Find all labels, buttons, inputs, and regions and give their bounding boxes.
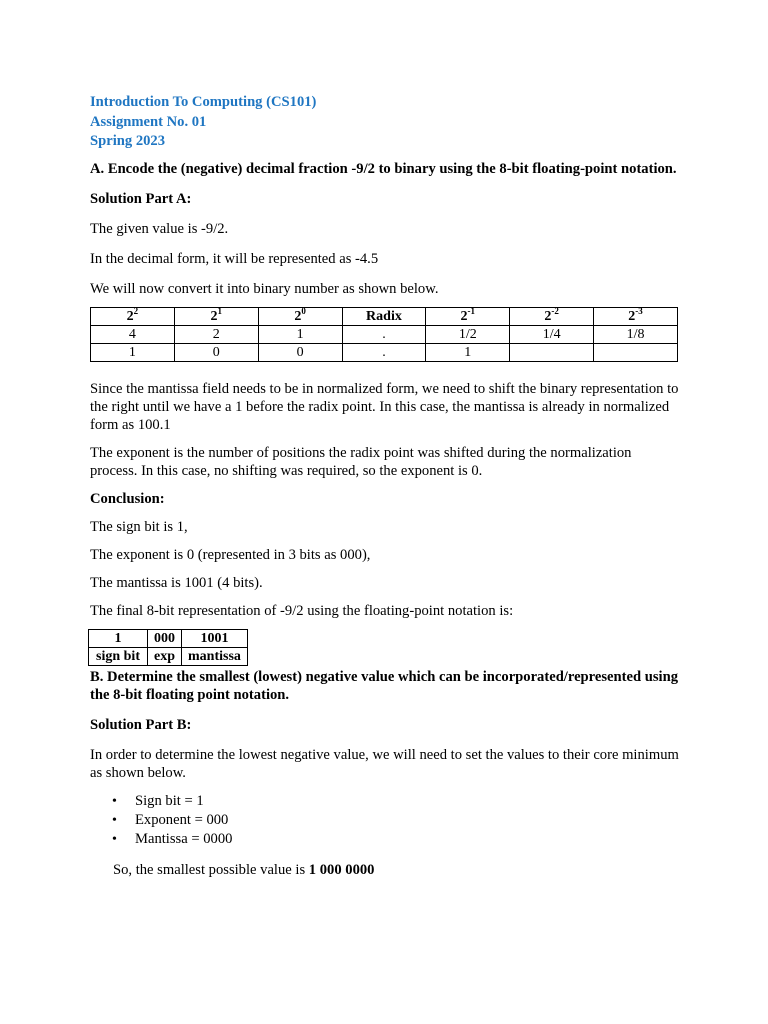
table-cell: 1/4	[510, 325, 594, 343]
table-cell: 1/8	[594, 325, 678, 343]
document-page	[90, 93, 680, 879]
header-cell-2-pow-0: $2^0$	[258, 307, 342, 325]
table-row	[91, 325, 678, 343]
table-cell: .	[342, 343, 426, 361]
conclusion-final: The final 8-bit representation of -9/2 using the floating-point notation is:	[90, 602, 514, 619]
list-item: • Sign bit = 1	[112, 792, 204, 809]
binary-position-table	[90, 307, 678, 362]
normalization-paragraph: Since the mantissa field needs to be in normalized form, we need to shift the binary representation to the right until we have a 1 before the radix point. In this case, the mantissa is already in normalized form as 100.1	[90, 380, 679, 433]
table-cell: 1	[91, 343, 175, 361]
header-cell-2-pow-neg2: $2^{-2}$	[510, 307, 594, 325]
conclusion-exponent: The exponent is 0 (represented in 3 bits as 000),	[90, 546, 371, 563]
header-cell-2-pow-1: $2^1$	[174, 307, 258, 325]
table-header-row	[91, 307, 678, 325]
course-title: Introduction To Computing (CS101)	[90, 94, 317, 110]
smallest-value-prefix: So, the smallest possible value is	[113, 861, 309, 878]
solution-a-heading: Solution Part A:	[90, 190, 192, 207]
conclusion-sign: The sign bit is 1,	[90, 518, 188, 535]
assignment-number: Assignment No. 01	[90, 113, 207, 130]
table-cell: .	[342, 325, 426, 343]
list-item: • Mantissa = 0000	[112, 830, 233, 847]
header-cell-2-pow-neg1: $2^{-1}$	[426, 307, 510, 325]
solution-b-heading: Solution Part B:	[90, 716, 192, 733]
table-row	[89, 647, 248, 665]
mantissa-value: 1001	[182, 629, 248, 647]
table-cell: 0	[258, 343, 342, 361]
conclusion-mantissa: The mantissa is 1001 (4 bits).	[90, 574, 263, 591]
bullet-icon: •	[112, 793, 117, 809]
minimum-values-list	[90, 792, 680, 849]
solution-a-p2: In the decimal form, it will be represented as -4.5	[90, 250, 379, 267]
table-cell: 4	[91, 325, 175, 343]
table-cell: 2	[174, 325, 258, 343]
exp-value: 000	[148, 629, 182, 647]
table-cell: 0	[174, 343, 258, 361]
header-cell-2-pow-2: $2^2$	[91, 307, 175, 325]
solution-a-p1: The given value is -9/2.	[90, 220, 229, 237]
question-b: B. Determine the smallest (lowest) negative value which can be incorporated/represented using the 8-bit floating point notation.	[90, 668, 679, 703]
table-row	[89, 629, 248, 647]
bullet-icon: •	[112, 812, 117, 828]
table-cell: 1/2	[426, 325, 510, 343]
document-header	[90, 93, 680, 152]
term: Spring 2023	[90, 133, 166, 149]
table-cell: 1	[258, 325, 342, 343]
list-item: • Exponent = 000	[112, 811, 229, 828]
table-row	[91, 343, 678, 361]
exponent-paragraph: The exponent is the number of positions the radix point was shifted during the normalization process. In this case, no shifting was required, so the exponent is 0.	[90, 444, 632, 479]
table-cell	[510, 343, 594, 361]
exp-label: exp	[148, 647, 182, 665]
sign-bit-label: sign bit	[89, 647, 148, 665]
solution-b-intro: In order to determine the lowest negative value, we will need to set the values to their core minimum as shown below.	[90, 746, 679, 781]
question-a: A. Encode the (negative) decimal fraction -9/2 to binary using the 8-bit floating-point notation.	[90, 160, 677, 177]
smallest-value-sentence	[90, 861, 680, 879]
table-cell: 1	[426, 343, 510, 361]
smallest-value: 1 000 0000	[308, 861, 375, 878]
header-cell-radix: Radix	[342, 307, 426, 325]
header-cell-2-pow-neg3: $2^{-3}$	[594, 307, 678, 325]
sign-bit-value: 1	[89, 629, 148, 647]
solution-a-p3: We will now convert it into binary number as shown below.	[90, 280, 439, 297]
bullet-icon: •	[112, 831, 117, 847]
mantissa-label: mantissa	[182, 647, 248, 665]
table-cell	[594, 343, 678, 361]
bit-representation-table	[88, 629, 248, 666]
conclusion-heading: Conclusion:	[90, 490, 165, 507]
